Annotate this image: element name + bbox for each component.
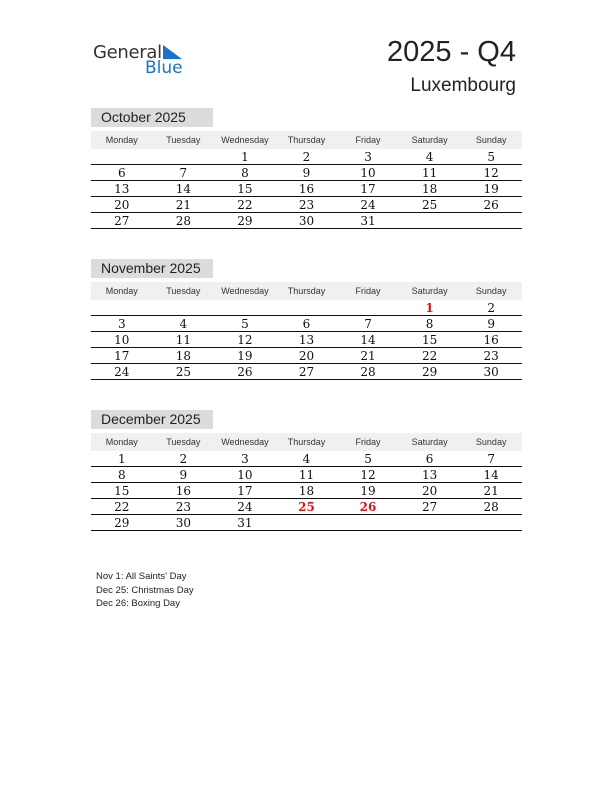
weekday-header: Wednesday	[214, 282, 276, 300]
week-row	[91, 451, 522, 467]
week-row	[91, 181, 522, 197]
month-title: December 2025	[91, 410, 213, 429]
weekday-header: Monday	[91, 282, 153, 300]
weekday-header: Wednesday	[214, 131, 276, 149]
day-cell: 28	[337, 364, 399, 380]
day-cell: 1	[214, 149, 276, 165]
day-cell	[91, 149, 153, 165]
day-cell: 5	[337, 451, 399, 467]
day-cell: 25	[276, 499, 338, 515]
day-cell	[276, 515, 338, 531]
day-cell: 9	[460, 316, 522, 332]
day-cell: 28	[153, 213, 215, 229]
day-cell: 20	[399, 483, 461, 499]
day-cell: 12	[337, 467, 399, 483]
calendar-table	[91, 282, 522, 380]
weekday-header: Friday	[337, 282, 399, 300]
day-cell: 11	[276, 467, 338, 483]
day-cell: 14	[460, 467, 522, 483]
day-cell: 31	[337, 213, 399, 229]
weekday-header: Thursday	[276, 282, 338, 300]
week-row	[91, 165, 522, 181]
day-cell	[214, 300, 276, 316]
day-cell: 29	[214, 213, 276, 229]
calendar-table	[91, 433, 522, 531]
day-cell: 23	[460, 348, 522, 364]
month-title: November 2025	[91, 259, 213, 278]
day-cell: 3	[214, 451, 276, 467]
day-cell: 4	[276, 451, 338, 467]
day-cell: 21	[153, 197, 215, 213]
week-row	[91, 316, 522, 332]
day-cell: 6	[399, 451, 461, 467]
day-cell: 27	[276, 364, 338, 380]
weekday-header: Friday	[337, 433, 399, 451]
week-row	[91, 348, 522, 364]
month-november	[91, 259, 522, 380]
day-cell: 20	[91, 197, 153, 213]
day-cell: 18	[276, 483, 338, 499]
day-cell: 5	[214, 316, 276, 332]
weekday-header: Sunday	[460, 131, 522, 149]
weekday-header: Thursday	[276, 433, 338, 451]
day-cell: 26	[460, 197, 522, 213]
week-row	[91, 515, 522, 531]
weekday-header: Sunday	[460, 433, 522, 451]
day-cell	[399, 213, 461, 229]
day-cell: 14	[153, 181, 215, 197]
day-cell: 27	[399, 499, 461, 515]
day-cell: 12	[460, 165, 522, 181]
holiday-note: Dec 26: Boxing Day	[96, 598, 180, 609]
weekday-header: Thursday	[276, 131, 338, 149]
day-cell: 2	[153, 451, 215, 467]
day-cell: 1	[91, 451, 153, 467]
day-cell: 24	[214, 499, 276, 515]
day-cell: 11	[153, 332, 215, 348]
logo-text-blue: Blue	[145, 58, 183, 78]
weekday-header-row	[91, 433, 522, 451]
day-cell: 31	[214, 515, 276, 531]
day-cell: 30	[153, 515, 215, 531]
day-cell: 17	[337, 181, 399, 197]
week-row	[91, 213, 522, 229]
day-cell: 13	[276, 332, 338, 348]
day-cell: 4	[399, 149, 461, 165]
day-cell: 17	[91, 348, 153, 364]
day-cell: 6	[91, 165, 153, 181]
day-cell	[91, 300, 153, 316]
page-title: 2025 - Q4	[387, 36, 516, 68]
day-cell: 20	[276, 348, 338, 364]
week-row	[91, 364, 522, 380]
day-cell: 28	[460, 499, 522, 515]
day-cell: 8	[214, 165, 276, 181]
day-cell: 16	[460, 332, 522, 348]
day-cell: 25	[153, 364, 215, 380]
day-cell: 30	[276, 213, 338, 229]
day-cell: 22	[399, 348, 461, 364]
day-cell: 21	[460, 483, 522, 499]
weekday-header: Saturday	[399, 131, 461, 149]
weekday-header: Wednesday	[214, 433, 276, 451]
day-cell: 6	[276, 316, 338, 332]
weekday-header: Friday	[337, 131, 399, 149]
country-name: Luxembourg	[410, 75, 516, 96]
day-cell: 9	[276, 165, 338, 181]
day-cell: 8	[399, 316, 461, 332]
day-cell	[460, 213, 522, 229]
day-cell: 17	[214, 483, 276, 499]
day-cell: 22	[91, 499, 153, 515]
day-cell: 23	[153, 499, 215, 515]
day-cell: 30	[460, 364, 522, 380]
day-cell	[276, 300, 338, 316]
week-row	[91, 499, 522, 515]
month-october	[91, 108, 522, 229]
day-cell	[337, 515, 399, 531]
calendar-table	[91, 131, 522, 229]
week-row	[91, 300, 522, 316]
weekday-header-row	[91, 131, 522, 149]
day-cell: 10	[337, 165, 399, 181]
weekday-header: Monday	[91, 433, 153, 451]
day-cell: 2	[460, 300, 522, 316]
week-row	[91, 197, 522, 213]
day-cell: 29	[91, 515, 153, 531]
day-cell: 24	[337, 197, 399, 213]
day-cell: 10	[91, 332, 153, 348]
general-blue-logo	[93, 40, 203, 80]
day-cell: 11	[399, 165, 461, 181]
day-cell: 15	[91, 483, 153, 499]
week-row	[91, 467, 522, 483]
day-cell: 14	[337, 332, 399, 348]
weekday-header: Tuesday	[153, 282, 215, 300]
weekday-header-row	[91, 282, 522, 300]
weekday-header: Tuesday	[153, 131, 215, 149]
day-cell: 26	[337, 499, 399, 515]
weekday-header: Sunday	[460, 282, 522, 300]
day-cell	[153, 300, 215, 316]
day-cell: 18	[153, 348, 215, 364]
day-cell: 19	[214, 348, 276, 364]
day-cell: 5	[460, 149, 522, 165]
weekday-header: Saturday	[399, 282, 461, 300]
weekday-header: Saturday	[399, 433, 461, 451]
day-cell: 15	[214, 181, 276, 197]
day-cell: 3	[337, 149, 399, 165]
weekday-header: Monday	[91, 131, 153, 149]
holiday-note: Dec 25: Christmas Day	[96, 584, 194, 596]
day-cell: 24	[91, 364, 153, 380]
day-cell: 12	[214, 332, 276, 348]
day-cell: 23	[276, 197, 338, 213]
day-cell: 3	[91, 316, 153, 332]
day-cell: 7	[460, 451, 522, 467]
day-cell: 15	[399, 332, 461, 348]
day-cell: 26	[214, 364, 276, 380]
day-cell: 4	[153, 316, 215, 332]
weekday-header: Tuesday	[153, 433, 215, 451]
day-cell	[153, 149, 215, 165]
day-cell	[399, 515, 461, 531]
day-cell: 9	[153, 467, 215, 483]
week-row	[91, 483, 522, 499]
day-cell: 21	[337, 348, 399, 364]
day-cell: 16	[276, 181, 338, 197]
day-cell: 29	[399, 364, 461, 380]
day-cell: 1	[399, 300, 461, 316]
day-cell: 10	[214, 467, 276, 483]
day-cell: 19	[337, 483, 399, 499]
month-december	[91, 410, 522, 531]
day-cell: 25	[399, 197, 461, 213]
week-row	[91, 149, 522, 165]
month-title: October 2025	[91, 108, 213, 127]
week-row	[91, 332, 522, 348]
holiday-note: Nov 1: All Saints' Day	[96, 571, 187, 582]
logo-text-general: General	[93, 42, 162, 63]
day-cell: 27	[91, 213, 153, 229]
day-cell	[460, 515, 522, 531]
day-cell: 22	[214, 197, 276, 213]
day-cell: 7	[153, 165, 215, 181]
day-cell: 8	[91, 467, 153, 483]
day-cell: 18	[399, 181, 461, 197]
holiday-notes	[96, 570, 194, 611]
day-cell: 7	[337, 316, 399, 332]
day-cell: 13	[399, 467, 461, 483]
day-cell: 16	[153, 483, 215, 499]
day-cell: 19	[460, 181, 522, 197]
day-cell	[337, 300, 399, 316]
day-cell: 13	[91, 181, 153, 197]
day-cell: 2	[276, 149, 338, 165]
